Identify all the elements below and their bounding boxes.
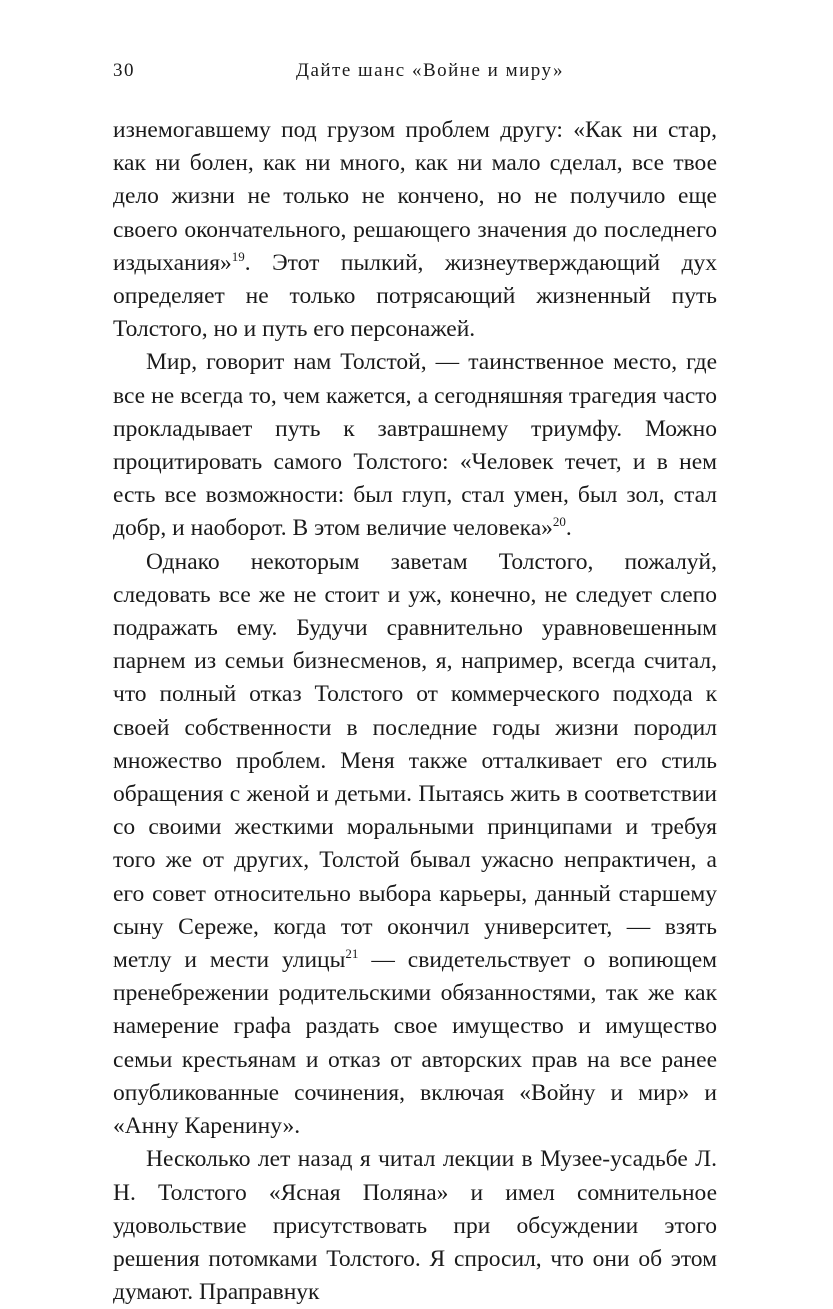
paragraph-text: Несколько лет назад я читал лекции в Музее-усадьбе Л. Н. Толстого «Ясная Поляна» и имел сомнительное удовольствие присутствовать при обсуждении этого решения потомками Толстого. Я спросил, что они об этом думают. Праправнук bbox=[113, 1146, 717, 1306]
footnote-ref-20[interactable]: 20 bbox=[552, 514, 566, 530]
paragraph-1 bbox=[113, 114, 717, 346]
paragraph-text: . Этот пылкий, жизнеутверждающий дух определяет не только потрясающий жизненный путь Толстого, но и путь его персонажей. bbox=[113, 249, 717, 343]
paragraph-text: Мир, говорит нам Толстой, — таинственное место, где все не всегда то, чем кажется, а сегодняшняя трагедия часто прокладывает путь к завтрашнему триумфу. Можно процитировать самого Толстого: «Человек течет, и в нем есть все возможности: был глуп, стал умен, был зол, стал добр, и наоборот. В этом величие человека» bbox=[113, 349, 717, 542]
body-text bbox=[113, 114, 717, 1309]
page-number: 30 bbox=[113, 60, 135, 81]
running-head bbox=[113, 60, 717, 90]
paragraph-text: . bbox=[565, 515, 572, 542]
running-title: Дайте шанс «Войне и миру» bbox=[296, 60, 564, 81]
paragraph-2 bbox=[113, 346, 717, 545]
paragraph-text: изнемогавшему под грузом проблем другу: «Как ни стар, как ни болен, как ни много, как ни мало сделал, все твое дело жизни не только не кончено, но не получило еще своего окончательного, решающего значения до последнего издыхания» bbox=[113, 117, 717, 276]
footnote-ref-21[interactable]: 21 bbox=[345, 946, 359, 962]
paragraph-text: — свидетельствует о вопиющем пренебрежении родительскими обязанностями, так же как намерение графа раздать свое имущество и имущество семьи крестьянам и отказ от авторских прав на все ранее опубликованные сочинения, включая «Войну и мир» и «Анну Каренину». bbox=[113, 947, 717, 1140]
paragraph-3 bbox=[113, 546, 717, 1144]
paragraph-text: Однако некоторым заветам Толстого, пожалуй, следовать все же не стоит и уж, конечно, не следует слепо подражать ему. Будучи сравнительно уравновешенным парнем из семьи бизнесменов, я, например, всегда считал, что полный отказ Толстого от коммерческого подхода к своей собственности в последние годы жизни породил множество проблем. Меня также отталкивает его стиль обращения с женой и детьми. Пытаясь жить в соответствии со своими жесткими моральными принципами и требуя того же от других, Толстой бывал ужасно непрактичен, а его совет относительно выбора карьеры, данный старшему сыну Сереже, когда тот окончил университет, — взять метлу и мести улицы bbox=[113, 548, 717, 974]
paragraph-4 bbox=[113, 1143, 717, 1309]
footnote-ref-19[interactable]: 19 bbox=[231, 248, 245, 264]
